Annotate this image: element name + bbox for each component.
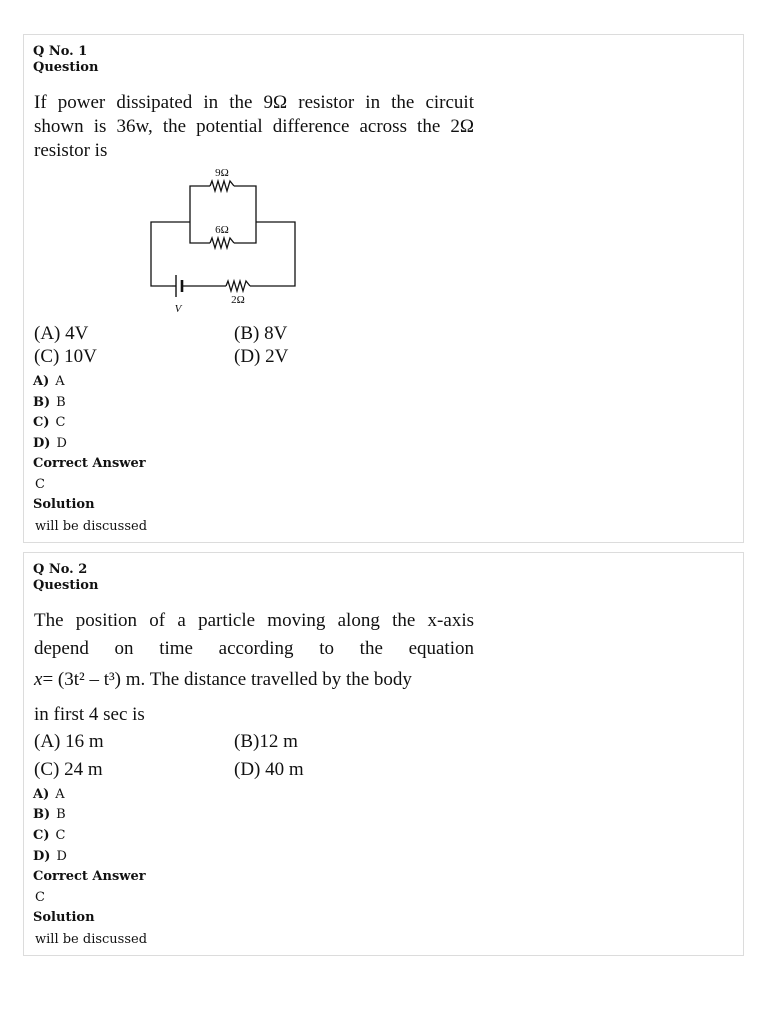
choice-key: D) [33, 436, 51, 451]
option-b: (B)12 m [234, 731, 298, 752]
option-a: (A) 16 m [34, 731, 104, 752]
choice-key: A) [33, 787, 50, 802]
solution-text: will be discussed [35, 932, 148, 947]
answer-choice-b[interactable] [33, 807, 66, 823]
answer-choice-c[interactable] [33, 415, 65, 431]
choice-key: B) [33, 395, 51, 410]
circuit-diagram [144, 163, 304, 318]
answer-choice-a[interactable] [33, 374, 65, 390]
option-d: (D) 2V [234, 346, 289, 367]
answer-choice-a[interactable] [33, 787, 65, 803]
question-text-line: resistor is [34, 140, 108, 161]
answer-choice-d[interactable] [33, 849, 67, 865]
choice-value: B [56, 395, 66, 410]
answer-choice-b[interactable] [33, 395, 66, 411]
choice-value: A [55, 374, 65, 389]
option-c: (C) 24 m [34, 759, 103, 780]
correct-answer-value: C [35, 890, 45, 905]
solution-label: Solution [33, 910, 95, 925]
option-d: (D) 40 m [234, 759, 304, 780]
question-number: Q No. 1 [33, 44, 88, 59]
question-card-2 [23, 552, 744, 956]
resistor-9-label: 9Ω [215, 167, 229, 179]
question-card-1 [23, 34, 744, 543]
option-a: (A) 4V [34, 323, 89, 344]
choice-value: D [56, 849, 67, 864]
resistor-2-zigzag [226, 281, 250, 291]
question-text-line: If power dissipated in the 9Ω resistor in the circuit [34, 92, 474, 113]
choice-value: A [55, 787, 65, 802]
resistor-2-label: 2Ω [231, 294, 245, 306]
option-b: (B) 8V [234, 323, 288, 344]
resistor-9-zigzag [210, 181, 234, 191]
resistor-6-label: 6Ω [215, 224, 229, 236]
answer-choice-c[interactable] [33, 828, 65, 844]
question-text-line: The position of a particle moving along the x-axis [34, 610, 474, 631]
question-text-line: . The distance travelled by the body [140, 669, 412, 690]
choice-key: C) [33, 415, 50, 430]
question-label: Question [33, 60, 99, 75]
choice-value: D [56, 436, 67, 451]
question-label: Question [33, 578, 99, 593]
equation-expression: = (3t² – t³) m [42, 669, 141, 690]
choice-key: A) [33, 374, 50, 389]
choice-key: D) [33, 849, 51, 864]
choice-key: B) [33, 807, 51, 822]
correct-answer-label: Correct Answer [33, 869, 146, 884]
solution-text: will be discussed [35, 519, 148, 534]
question-text-line: depend on time according to the equation [34, 638, 474, 659]
choice-value: C [55, 828, 66, 843]
choice-key: C) [33, 828, 50, 843]
correct-answer-label: Correct Answer [33, 456, 146, 471]
equation-variable: x [34, 669, 43, 690]
choice-value: C [55, 415, 66, 430]
choice-value: B [56, 807, 66, 822]
question-number: Q No. 2 [33, 562, 88, 577]
question-text-line: shown is 36w, the potential difference across the 2Ω [34, 116, 474, 137]
correct-answer-value: C [35, 477, 45, 492]
question-equation-line [34, 668, 474, 691]
option-c: (C) 10V [34, 346, 97, 367]
answer-choice-d[interactable] [33, 436, 67, 452]
question-text-line: in first 4 sec is [34, 704, 145, 725]
source-label: V [174, 303, 182, 315]
solution-label: Solution [33, 497, 95, 512]
resistor-6-zigzag [210, 238, 234, 248]
